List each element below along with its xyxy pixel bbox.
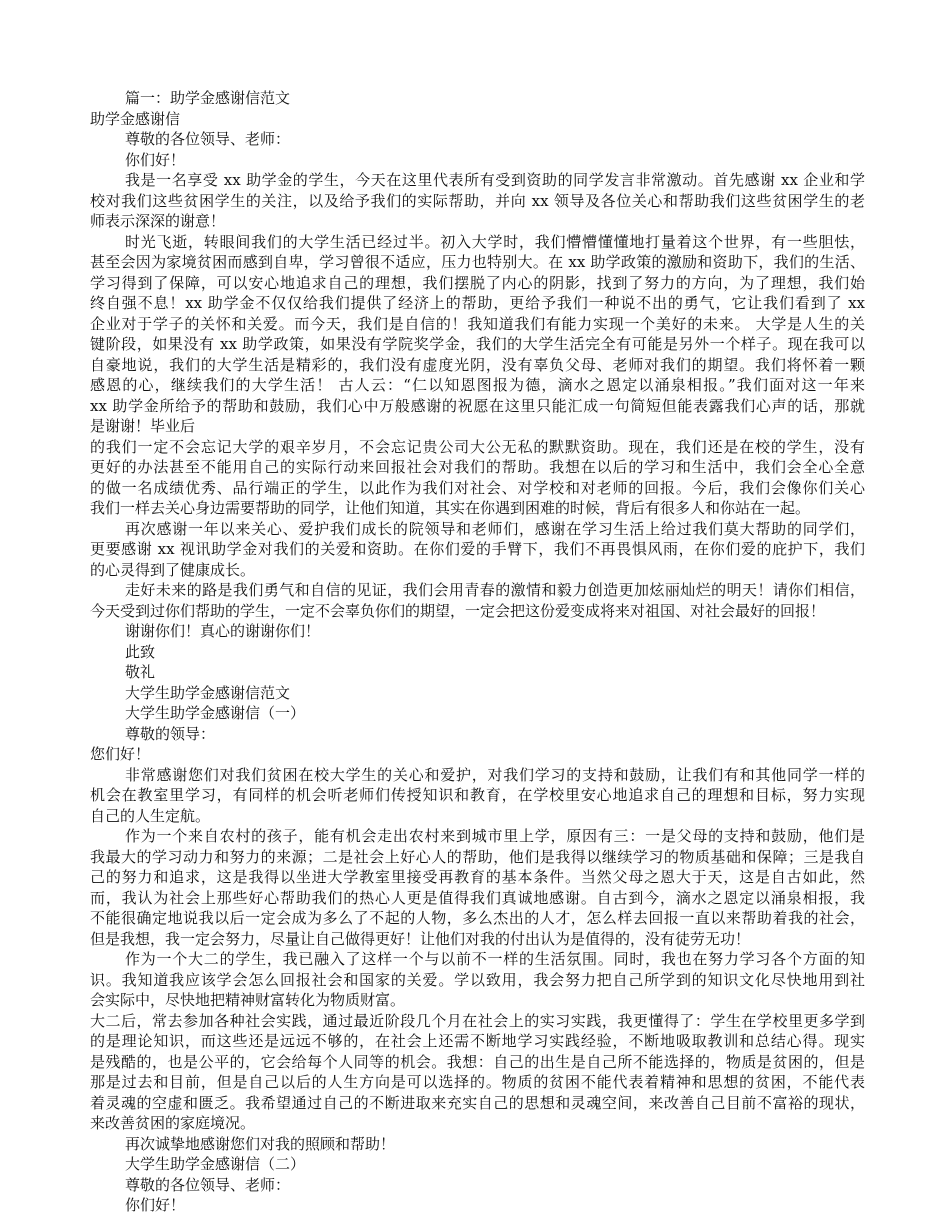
- text-line: 那是过去和目前，但是自己以后的人生方向是可以选择的。物质的贫困不能代表着精神和思想的贫困，不能代表: [90, 1073, 865, 1091]
- text-line: 非常感谢您们对我们贫困在校大学生的关心和爱护，对我们学习的支持和鼓励，让我们有和其他同学一样的: [125, 765, 865, 784]
- text-line: 机会在教室里学习，有同样的机会听老师们传授知识和教育，在学校里安心地追求自己的理想和目标，努力实现: [90, 786, 865, 804]
- text-line: 大学生助学金感谢信（一）: [125, 704, 306, 722]
- text-line: 来改善贫困的家庭境况。: [90, 1114, 256, 1132]
- text-line: 助学金感谢信: [90, 109, 181, 128]
- text-line: 键阶段，如果没有 xx 助学政策，如果没有学院奖学金，我们的大学生活完全有可能是另外一个样子。现在我可以: [90, 335, 865, 353]
- text-line: 更好的办法甚至不能用自己的实际行动来回报社会对我们的帮助。我想在以后的学习和生活中，我们会全心全意: [90, 458, 865, 476]
- text-line: 学习得到了保障，可以安心地追求自己的理想，我们摆脱了内心的阴影，找到了努力的方向，为了理想，我们始: [90, 273, 865, 292]
- text-line: 大学生助学金感谢信（二）: [125, 1155, 306, 1173]
- text-line: 是谢谢！毕业后: [90, 417, 196, 435]
- text-line: 会实际中，尽快地把精神财富转化为物质财富。: [90, 991, 406, 1009]
- text-line: 自己的人生定航。: [90, 806, 211, 825]
- text-line: 谢谢你们！真心的谢谢你们！: [125, 622, 321, 640]
- text-line: 识。我知道我应该学会怎么回报社会和国家的关爱。学以致用，我会努力把自己所学到的知识文化尽快地用到社: [90, 970, 865, 989]
- text-line: 更要感谢 xx 视讯助学金对我们的关爱和资助。在你们爱的手臂下，我们不再畏惧风雨，在你们爱的庇护下，我们: [90, 540, 865, 558]
- text-line: 再次诚挚地感谢您们对我的照顾和帮助！: [125, 1134, 396, 1153]
- text-line: 敬礼: [125, 663, 156, 681]
- text-line: 走好未来的路是我们勇气和自信的见证，我们会用青春的激情和毅力创造更加炫丽灿烂的明天！请你们相信，: [125, 581, 865, 599]
- text-line: 我是一名享受 xx 助学金的学生，今天在这里代表所有受到资助的同学发言非常激动。首先感谢 xx 企业和学: [125, 171, 865, 189]
- text-line: 大学生助学金感谢信范文: [125, 683, 291, 702]
- text-line: 尊敬的领导：: [125, 724, 216, 743]
- text-line: 作为一个来自农村的孩子，能有机会走出农村来到城市里上学，原因有三：一是父母的支持和鼓励，他们是: [125, 827, 865, 845]
- text-line: 企业对于学子的关怀和关爱。而今天，我们是自信的！我知道我们有能力实现一个美好的未来。 大学是人生的关: [90, 314, 865, 333]
- text-line: 校对我们这些贫困学生的关注，以及给予我们的实际帮助，并向 xx 领导及各位关心和帮助我们这些贫困学生的老: [90, 191, 865, 210]
- text-line: 而，我认为社会上那些好心帮助我们的热心人更是值得我们真诚地感谢。自古到今，滴水之恩定以涌泉相报，我: [90, 888, 865, 907]
- text-line: 师表示深深的谢意！: [90, 212, 226, 230]
- text-line: 大二后，常去参加各种社会实践，通过最近阶段几个月在社会上的实习实践，我更懂得了：学生在学校里更多学到: [90, 1011, 865, 1030]
- text-line: 你们好！: [125, 1196, 186, 1214]
- text-line: 己的努力和追求，这是我得以坐进大学教室里接受再教育的基本条件。当然父母之恩大于天，这是自古如此，然: [90, 868, 865, 886]
- text-line: 今天受到过你们帮助的学生，一定不会辜负你们的期望，一定会把这份爱变成将来对祖国、对社会最好的回报！: [90, 601, 826, 620]
- text-line: 感恩的心，继续我们的大学生活！ 古人云：“仁以知恩图报为德，滴水之恩定以涌泉相报。”我们面对这一年来: [90, 376, 865, 394]
- text-line: 的心灵得到了健康成长。: [90, 560, 256, 579]
- text-line: 你们好！: [125, 150, 186, 169]
- text-line: 但是我想，我一定会努力，尽量让自己做得更好！让他们对我的付出认为是值得的，没有徒劳无功！: [90, 929, 751, 948]
- text-line: 是残酷的，也是公平的，它会给每个人同等的机会。我想：自己的出生是自己所不能选择的，物质是贫困的，但是: [90, 1052, 865, 1071]
- text-line: 尊敬的各位领导、老师：: [125, 1175, 291, 1194]
- text-line: xx 助学金所给予的帮助和鼓励，我们心中万般感谢的祝愿在这里只能汇成一句简短但能表露我们心声的话，那就: [90, 396, 865, 415]
- text-line: 的是理论知识，而这些还是远远不够的，在社会上还需不断地学习实践经验，不断地吸取教训和总结心得。现实: [90, 1032, 865, 1050]
- text-line: 终自强不息！xx 助学金不仅仅给我们提供了经济上的帮助，更给予我们一种说不出的勇气，它让我们看到了 xx: [90, 294, 865, 312]
- text-line: 甚至会因为家境贫困而感到自卑，学习曾很不适应，压力也特别大。在 xx 助学政策的激励和资助下，我们的生活、: [90, 253, 865, 271]
- text-line: 自豪地说，我们的大学生活是精彩的，我们没有虚度光阴，没有辜负父母、老师对我们的期望。我们将怀着一颗: [90, 355, 865, 374]
- text-line: 此致: [125, 642, 156, 661]
- text-line: 的我们一定不会忘记大学的艰辛岁月，不会忘记贵公司大公无私的默默资助。现在，我们还是在校的学生，没有: [90, 437, 865, 456]
- text-line: 不能很确定地说我以后一定会成为多么了不起的人物，多么杰出的人才，怎么样去回报一直以来帮助着我的社会，: [90, 909, 865, 927]
- text-line: 您们好！: [90, 745, 151, 763]
- text-line: 我最大的学习动力和努力的来源；二是社会上好心人的帮助，他们是我得以继续学习的物质基础和保障；三是我自: [90, 847, 865, 866]
- text-line: 作为一个大二的学生，我已融入了这样一个与以前不一样的生活氛围。同时，我也在努力学习各个方面的知: [125, 950, 865, 968]
- text-line: 时光飞逝，转眼间我们的大学生活已经过半。初入大学时，我们懵懵懂懂地打量着这个世界，有一些胆怯，: [125, 232, 865, 251]
- text-line: 尊敬的各位领导、老师：: [125, 130, 291, 148]
- text-line: 的做一名成绩优秀、品行端正的学生，以此作为我们对社会、对学校和对老师的回报。今后，我们会像你们关心: [90, 478, 865, 497]
- text-line: 我们一样去关心身边需要帮助的同学，让他们知道，其实在你遇到困难的时候，背后有很多人和你站在一起。: [90, 499, 811, 517]
- text-line: 再次感谢一年以来关心、爱护我们成长的院领导和老师们，感谢在学习生活上给过我们莫大帮助的同学们，: [125, 519, 865, 538]
- text-line: 着灵魂的空虚和匮乏。我希望通过自己的不断进取来充实自己的思想和灵魂空间，来改善自己目前不富裕的现状，: [90, 1093, 865, 1112]
- text-line: 篇一：助学金感谢信范文: [125, 89, 291, 107]
